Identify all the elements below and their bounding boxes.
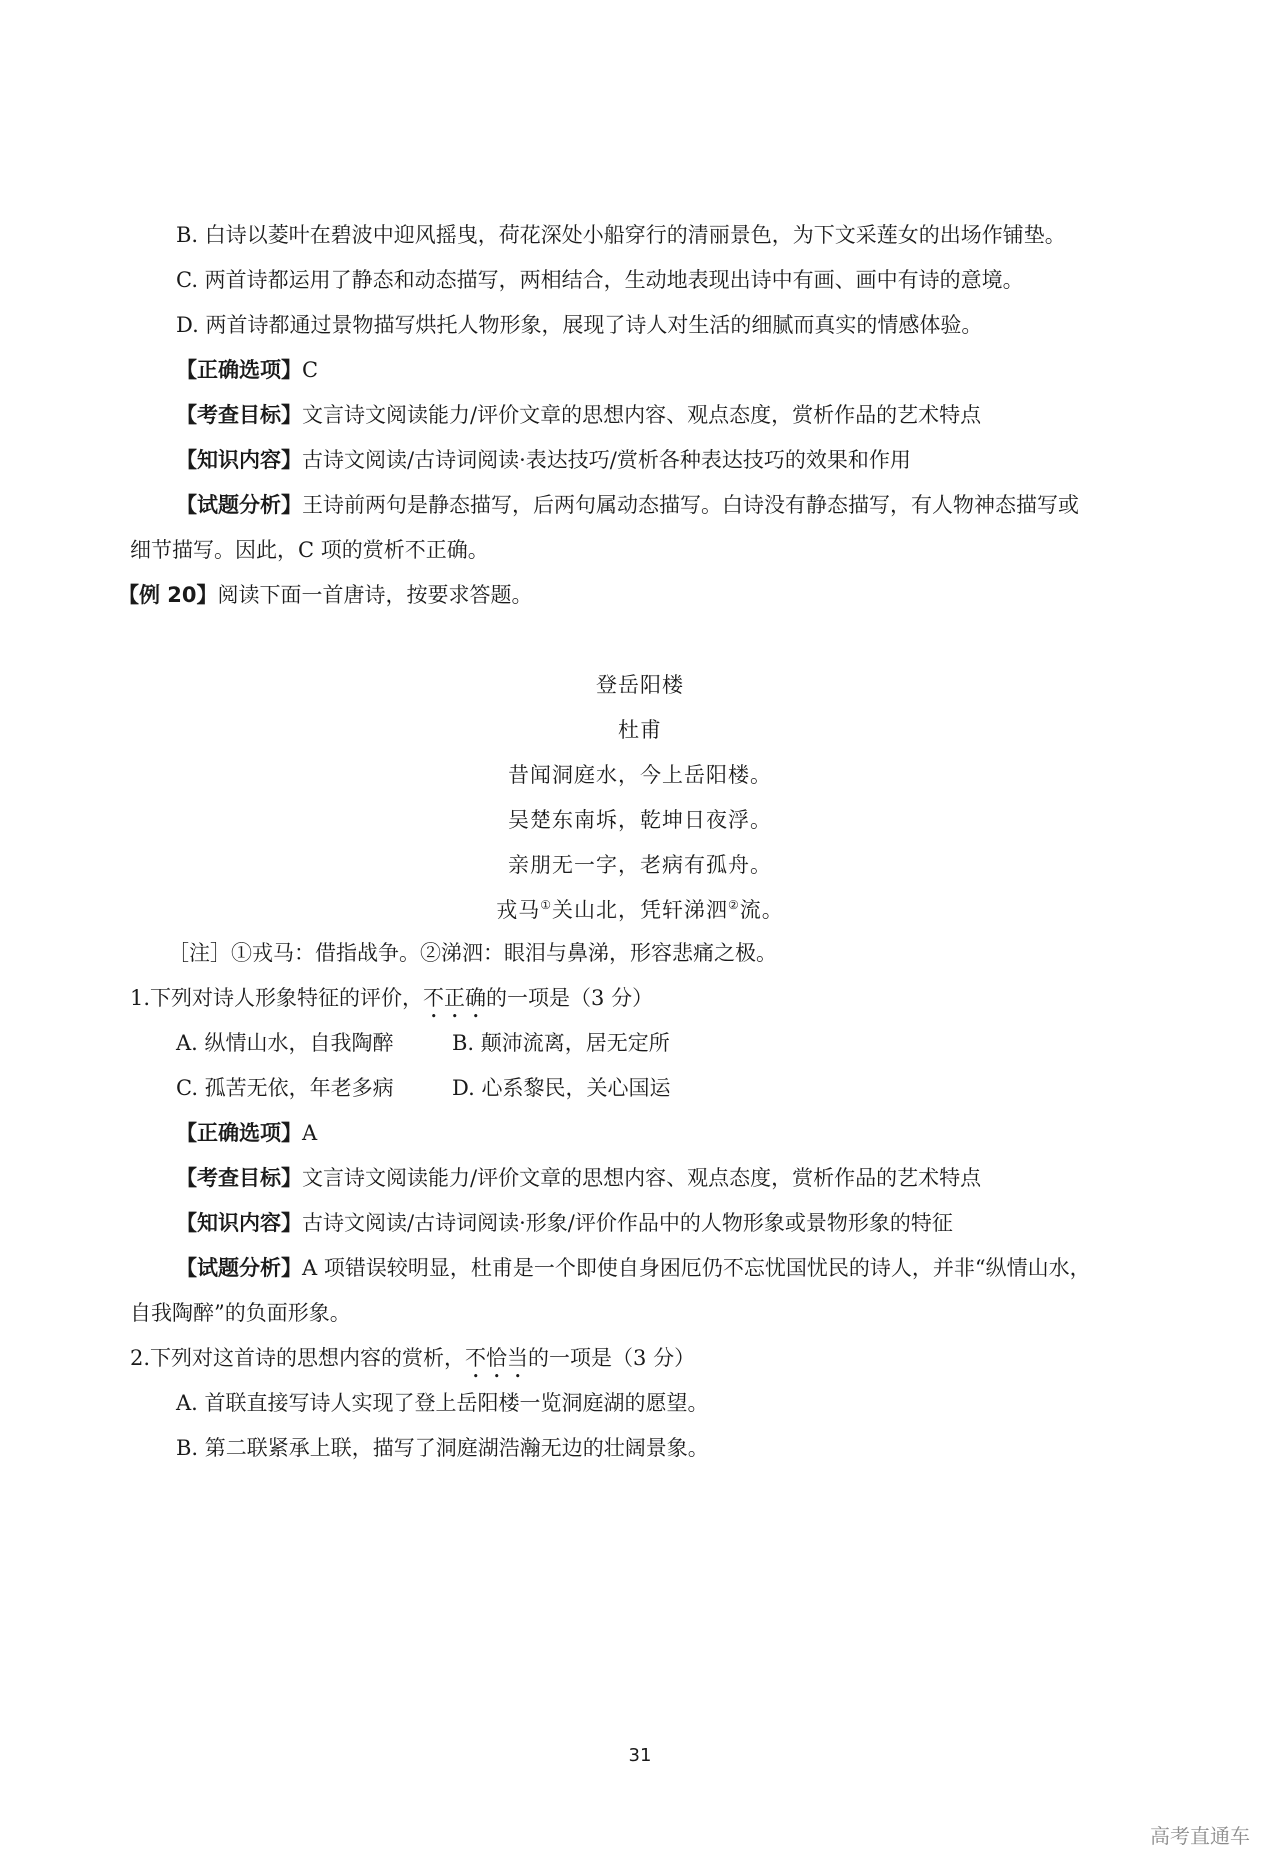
knowledge-line-1 <box>176 445 911 475</box>
goal-value: 文言诗文阅读能力/评价文章的思想内容、观点态度，赏析作品的艺术特点 <box>302 1166 982 1190</box>
knowledge-label: 【知识内容】 <box>176 1211 302 1235</box>
q1-option-c: C. 孤苦无依，年老多病 <box>176 1076 394 1100</box>
footnote-marker-2: ② <box>728 898 740 912</box>
option-c-text: C. 两首诗都运用了静态和动态描写，两相结合，生动地表现出诗中有画、画中有诗的意境。 <box>176 268 1024 292</box>
knowledge-value: 古诗文阅读/古诗词阅读·表达技巧/赏析各种表达技巧的效果和作用 <box>302 448 911 472</box>
analysis-label: 【试题分析】 <box>176 1256 302 1280</box>
poem-line-2: 吴楚东南坼，乾坤日夜浮。 <box>508 808 772 832</box>
watermark: 高考直通车 <box>1150 1824 1250 1848</box>
answer-line-1 <box>176 355 318 385</box>
poem-title: 登岳阳楼 <box>596 673 684 697</box>
q2-option-a: A. 首联直接写诗人实现了登上岳阳楼一览洞庭湖的愿望。 <box>176 1391 709 1415</box>
poem-author: 杜甫 <box>618 718 662 742</box>
question-2: 2.下列对这首诗的思想内容的赏析，不恰当的一项是（3 分） <box>130 1346 696 1370</box>
emphasis-text: 不正确 <box>423 986 487 1010</box>
knowledge-line-2 <box>176 1208 953 1238</box>
analysis-value: A 项错误较明显，杜甫是一个即使自身困厄仍不忘忧国忧民的诗人，并非“纵情山水， <box>302 1256 1091 1280</box>
answer-value: C <box>302 358 319 382</box>
option-d-text: D. 两首诗都通过景物描写烘托人物形象，展现了诗人对生活的细腻而真实的情感体验。 <box>176 313 983 337</box>
option-b-text: B. 白诗以菱叶在碧波中迎风摇曳，荷花深处小船穿行的清丽景色，为下文采莲女的出场作铺垫。 <box>176 223 1066 247</box>
analysis-continuation-1: 细节描写。因此，C 项的赏析不正确。 <box>130 538 489 562</box>
goal-label: 【考查目标】 <box>176 403 302 427</box>
q1-option-a: A. 纵情山水，自我陶醉 <box>176 1031 394 1055</box>
analysis-line-1 <box>176 490 1079 520</box>
example-20-heading <box>118 580 533 610</box>
emphasis-text: 不恰当 <box>465 1346 529 1370</box>
answer-line-2 <box>176 1118 317 1148</box>
example-label: 【例 20】 <box>118 583 218 607</box>
poem-line-4: 戎马①关山北，凭轩涕泗②流。 <box>496 898 784 922</box>
q1-option-b: B. 颠沛流离，居无定所 <box>452 1031 670 1055</box>
question-1: 1.下列对诗人形象特征的评价，不正确的一项是（3 分） <box>130 986 654 1010</box>
answer-value: A <box>302 1121 318 1145</box>
poem-line-3: 亲朋无一字，老病有孤舟。 <box>508 853 772 877</box>
answer-label: 【正确选项】 <box>176 358 302 382</box>
answer-label: 【正确选项】 <box>176 1121 302 1145</box>
analysis-line-2 <box>176 1253 1091 1283</box>
goal-value: 文言诗文阅读能力/评价文章的思想内容、观点态度，赏析作品的艺术特点 <box>302 403 982 427</box>
knowledge-label: 【知识内容】 <box>176 448 302 472</box>
example-instruction: 阅读下面一首唐诗，按要求答题。 <box>217 583 533 607</box>
analysis-label: 【试题分析】 <box>176 493 302 517</box>
goal-line-1 <box>176 400 981 430</box>
poem-note: ［注］①戎马：借指战争。②涕泗：眼泪与鼻涕，形容悲痛之极。 <box>168 941 777 965</box>
analysis-value: 王诗前两句是静态描写，后两句属动态描写。白诗没有静态描写，有人物神态描写或 <box>302 493 1079 517</box>
analysis-continuation-2: 自我陶醉”的负面形象。 <box>130 1301 351 1325</box>
knowledge-value: 古诗文阅读/古诗词阅读·形象/评价作品中的人物形象或景物形象的特征 <box>302 1211 953 1235</box>
footnote-marker-1: ① <box>540 898 552 912</box>
page-number: 31 <box>628 1745 652 1766</box>
q1-option-d: D. 心系黎民，关心国运 <box>452 1076 671 1100</box>
q2-option-b: B. 第二联紧承上联，描写了洞庭湖浩瀚无边的壮阔景象。 <box>176 1436 709 1460</box>
poem-line-1: 昔闻洞庭水，今上岳阳楼。 <box>508 763 772 787</box>
goal-label: 【考查目标】 <box>176 1166 302 1190</box>
goal-line-2 <box>176 1163 981 1193</box>
